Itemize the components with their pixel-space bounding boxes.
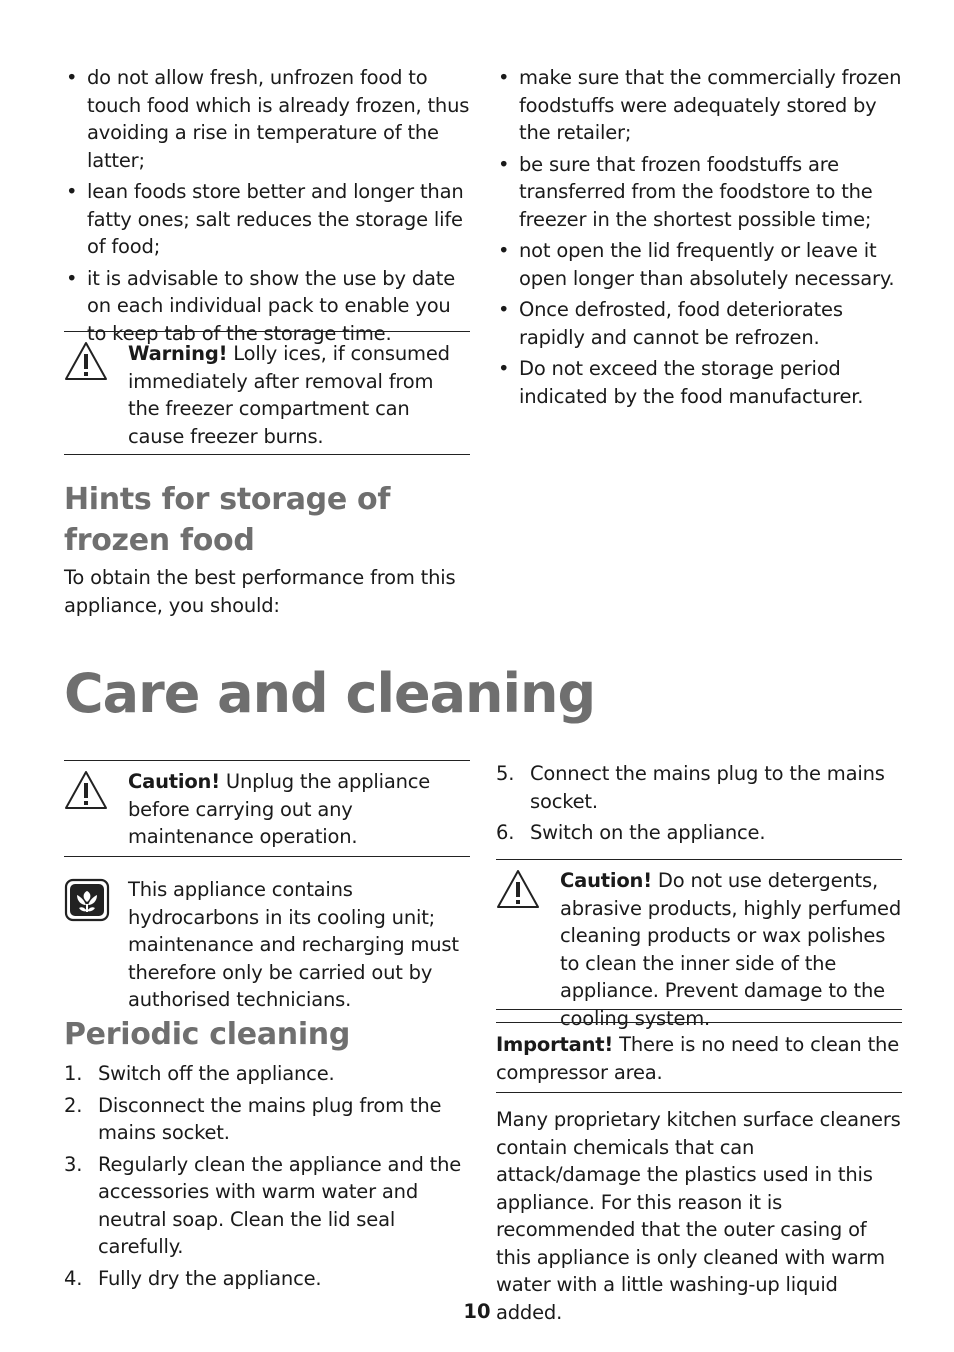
list-item: 4. Fully dry the appliance. (64, 1266, 322, 1290)
list-item: • Once defrosted, food deteriorates rapidly and cannot be refrozen. (498, 298, 843, 349)
environment-flower-icon (64, 878, 110, 926)
list-item: • it is advisable to show the use by date on each individual pack to enable you to keep tab of the storage time. (66, 266, 455, 345)
list-item: • Do not exceed the storage period indicated by the food manufacturer. (498, 357, 864, 408)
warning-triangle-icon (64, 769, 108, 819)
warning-triangle-icon (496, 868, 540, 918)
periodic-cleaning-heading: Periodic cleaning (64, 1017, 351, 1052)
storage-bullets-left (64, 64, 470, 351)
important-text: Important! There is no need to clean the compressor area. (496, 1033, 899, 1084)
warning-notice (64, 331, 470, 455)
storage-bullets-right (496, 64, 902, 414)
caution-unplug-notice (64, 760, 470, 857)
list-item: 1. Switch off the appliance. (64, 1062, 335, 1085)
important-notice (496, 1022, 902, 1093)
eco-text: This appliance contains hydrocarbons in its cooling unit; maintenance and recharging must therefore only be carried out by authorised technicians. (128, 878, 459, 1011)
warning-triangle-icon (64, 340, 108, 390)
closing-paragraph: Many proprietary kitchen surface cleaners contain chemicals that can attack/damage the plastics used in this appliance. For this reason it is recommended that the outer casing of this appliance is only cleaned with warm water with a little washing-up liquid added. (496, 1108, 901, 1324)
list-item: 2. Disconnect the mains plug from the mains socket. (64, 1093, 442, 1144)
section-title: Care and cleaning (64, 662, 596, 725)
eco-notice (64, 874, 470, 1011)
list-item: • do not allow fresh, unfrozen food to touch food which is already frozen, thus avoiding a rise in temperature of the latter; (66, 66, 470, 172)
caution-detergents-text: Caution! Do not use detergents, abrasive products, highly perfumed cleaning products or wax polishes to clean the inner side of the appliance. Prevent damage to the cooling system. (560, 869, 902, 1030)
hints-intro: To obtain the best performance from this appliance, you should: (64, 566, 456, 617)
list-item: 6. Switch on the appliance. (496, 821, 766, 844)
page-number: 10 (463, 1300, 491, 1323)
hints-heading: Hints for storage of frozen food (64, 482, 391, 558)
list-item: 3. Regularly clean the appliance and the accessories with warm water and neutral soap. Clean the lid seal carefully. (64, 1152, 462, 1258)
cleaning-steps-right (496, 760, 902, 851)
caution-detergents-notice (496, 859, 902, 1030)
list-item: • lean foods store better and longer than fatty ones; salt reduces the storage life of food; (66, 180, 464, 258)
caution-unplug-text: Caution! Unplug the appliance before carrying out any maintenance operation. (128, 770, 431, 848)
cleaning-steps-left (64, 1060, 470, 1296)
list-item: • be sure that frozen foodstuffs are transferred from the foodstore to the freezer in the shortest possible time; (498, 152, 873, 231)
list-item: 5. Connect the mains plug to the mains socket. (496, 762, 885, 813)
warning-text: Warning! Lolly ices, if consumed immediately after removal from the freezer compartment can cause freezer burns. (128, 342, 450, 448)
list-item: • make sure that the commercially frozen foodstuffs were adequately stored by the retailer; (498, 66, 902, 144)
list-item: • not open the lid frequently or leave it open longer than absolutely necessary. (498, 239, 895, 290)
